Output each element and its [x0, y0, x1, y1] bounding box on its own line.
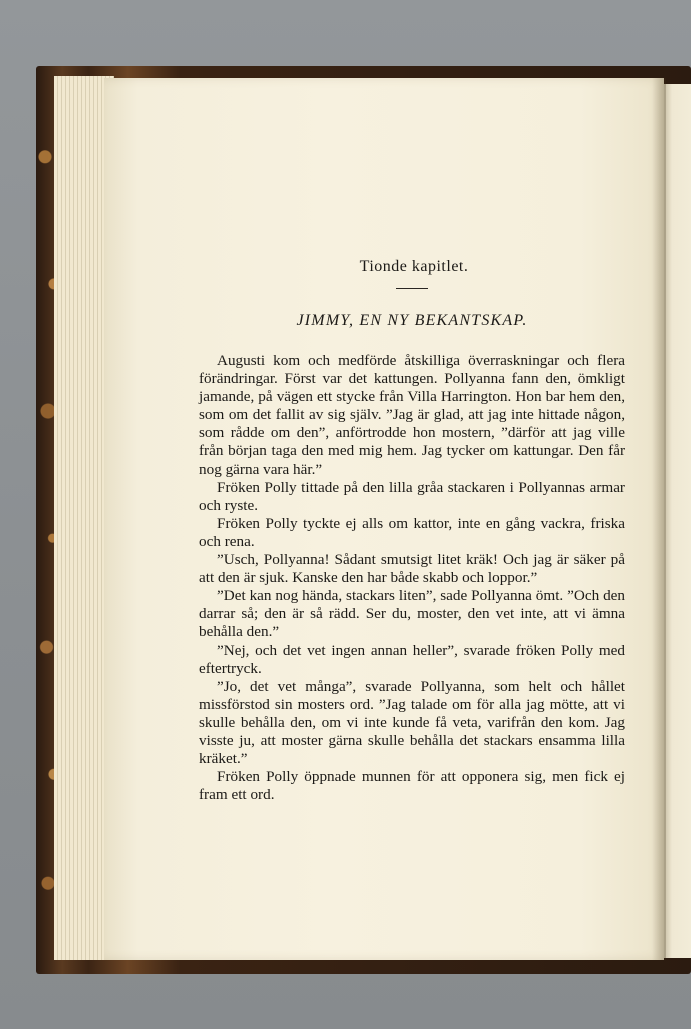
paragraph: ”Jo, det vet många”, svarade Pollyanna, som helt och hållet missförstod sin mosters ord. ”Jag talade om för alla jag mötte, att vi skulle behålla den, om vi inte kunde få veta, varifrån den kom. Jag visste ju, att moster gärna skulle behålla det stackars ensamma lilla kräket.”: [199, 677, 625, 768]
chapter-body: [199, 352, 625, 804]
heading-rule: [396, 288, 428, 289]
gutter-shadow: [652, 78, 666, 960]
paragraph: Fröken Polly öppnade munnen för att opponera sig, men fick ej fram ett ord.: [199, 768, 625, 804]
paragraph: ”Nej, och det vet ingen annan heller”, svarade fröken Polly med eftertryck.: [199, 641, 625, 677]
paragraph: ”Usch, Pollyanna! Sådant smutsigt litet kräk! Och jag är säker på att den är sjuk. Kanske den har både skabb och loppor.”: [199, 551, 625, 587]
paragraph: Fröken Polly tittade på den lilla gråa stackaren i Pollyannas armar och ryste.: [199, 478, 625, 514]
paragraph: ”Det kan nog hända, stackars liten”, sade Pollyanna ömt. ”Och den darrar så; den är så rädd. Ser du, moster, den vet inte, att vi ämna behålla den.”: [199, 587, 625, 641]
chapter-heading: Tionde kapitlet.: [359, 258, 469, 275]
facing-page-edge: [664, 84, 691, 958]
page-text: [199, 258, 625, 804]
paragraph: Augusti kom och medförde åtskilliga överraskningar och flera förändringar. Först var det kattungen. Pollyanna fann den, ömkligt jamande, på vägen ett stycke från Villa Harrington. Hon bar hem den, som om det fallit av sig själv. ”Jag är glad, att jag inte hittade någon, som rådde om den”, anförtrodde hon mostern, ”därför att jag ville från början taga den med mig hem. Jag tycker om kattungar. Den får nog gärna vara här.”: [199, 352, 625, 478]
paragraph: Fröken Polly tyckte ej alls om kattor, inte en gång vackra, friska och rena.: [199, 514, 625, 550]
chapter-title: JIMMY, EN NY BEKANTSKAP.: [296, 312, 528, 329]
